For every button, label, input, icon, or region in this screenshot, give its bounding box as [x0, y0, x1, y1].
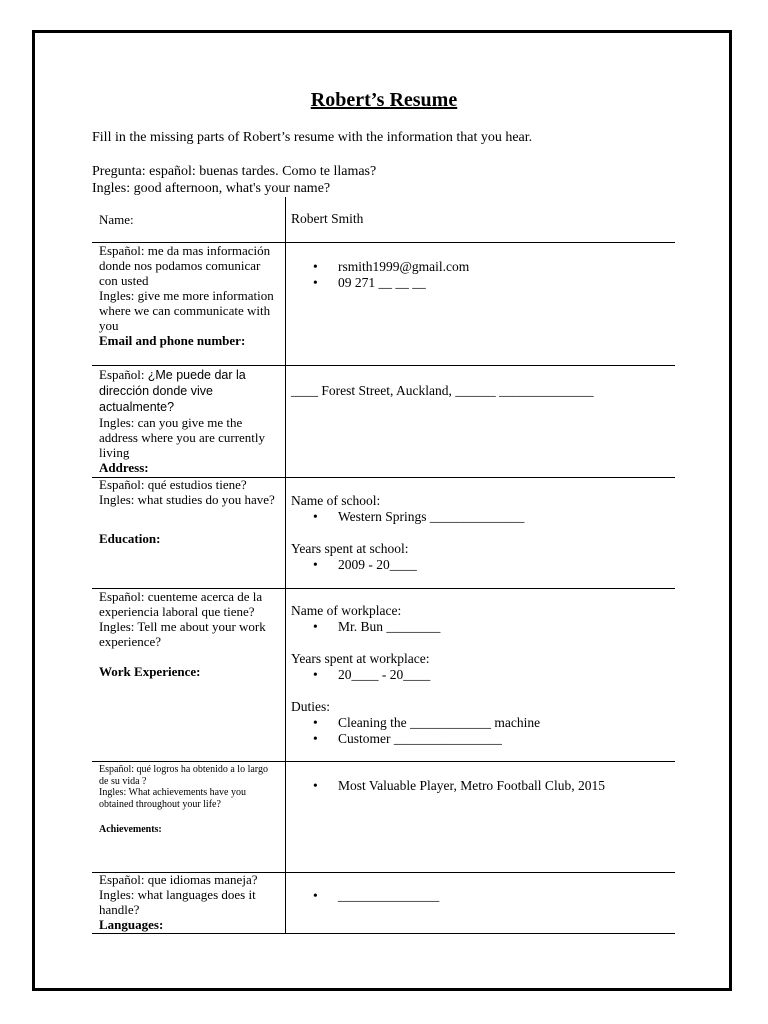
phone-value: • 09 271 __ __ __: [291, 275, 671, 291]
work-years-list: [291, 667, 671, 683]
languages-spanish: Español: que idiomas maneja?: [99, 872, 258, 887]
workplace-list: [291, 619, 671, 635]
email-value: • rsmith1999@gmail.com: [291, 259, 671, 275]
work-years-value: • 20____ - 20____: [291, 667, 671, 683]
contact-english: Ingles: give me more information where we can communicate with you: [99, 288, 274, 333]
address-spanish-question: ¿Me puede dar la dirección donde vive actualmente?: [99, 368, 246, 414]
question-block: [92, 163, 376, 197]
education-spanish: Español: qué estudios tiene?: [99, 477, 247, 492]
address-spanish: [99, 367, 279, 415]
languages-answer-cell: [291, 888, 671, 904]
duty-item: • Cleaning the ____________ machine: [291, 715, 671, 731]
question-spanish: Pregunta: español: buenas tardes. Como te llamas?: [92, 164, 377, 179]
work-label: Work Experience:: [99, 664, 201, 679]
address-prompt-cell: [99, 367, 279, 475]
work-answer-cell: [291, 603, 671, 747]
address-english: Ingles: can you give me the address where you are currently living: [99, 415, 266, 460]
languages-list: [291, 888, 671, 904]
workplace-value: • Mr. Bun ________: [291, 619, 671, 635]
contact-list: [291, 259, 671, 291]
duties-list: [291, 715, 671, 747]
achievements-prompt-cell: [99, 764, 279, 836]
page-title: Robert’s Resume: [310, 89, 458, 111]
name-label: Name:: [99, 212, 134, 227]
name-value: Robert Smith: [291, 211, 364, 226]
languages-label: Languages:: [99, 917, 164, 932]
education-english: Ingles: what studies do you have?: [99, 492, 275, 507]
contact-answer-cell: [291, 259, 671, 291]
contact-prompt-cell: [99, 243, 279, 348]
work-spanish: Español: cuenteme acerca de la experiencia laboral que tiene?: [99, 589, 263, 619]
work-years-heading: Years spent at workplace:: [291, 651, 430, 666]
achievements-answer-cell: [291, 778, 671, 794]
address-spanish-prefix: Español:: [99, 367, 148, 382]
instructions: Fill in the missing parts of Robert’s resume with the information that you hear.: [92, 130, 533, 145]
achievement-item: • Most Valuable Player, Metro Football Club, 2015: [291, 778, 671, 794]
table-column-divider: [285, 197, 286, 934]
achievements-english: Ingles: What achievements have you obtained throughout your life?: [99, 787, 246, 810]
question-english: Ingles: good afternoon, what's your name?: [92, 181, 331, 196]
address-value: ____ Forest Street, Auckland, ______ ______________: [291, 383, 594, 398]
work-english: Ingles: Tell me about your work experience?: [99, 619, 266, 649]
contact-label: Email and phone number:: [99, 333, 246, 348]
table-bottom-border: [92, 933, 675, 934]
languages-english: Ingles: what languages does it handle?: [99, 887, 256, 917]
languages-prompt-cell: [99, 872, 279, 932]
duty-item: • Customer ________________: [291, 731, 671, 747]
language-item: • _______________: [291, 888, 671, 904]
school-heading: Name of school:: [291, 493, 381, 508]
row-divider: [92, 761, 675, 762]
achievements-label: Achievements:: [99, 824, 162, 835]
school-years-list: [291, 557, 671, 573]
school-list: [291, 509, 671, 525]
education-answer-cell: [291, 493, 671, 573]
school-value: • Western Springs ______________: [291, 509, 671, 525]
duties-heading: Duties:: [291, 699, 330, 714]
school-years-value: • 2009 - 20____: [291, 557, 671, 573]
achievements-list: [291, 778, 671, 794]
achievements-spanish: Español: qué logros ha obtenido a lo largo de su vida ?: [99, 764, 268, 787]
education-prompt-cell: [99, 477, 279, 546]
education-label: Education:: [99, 531, 161, 546]
workplace-heading: Name of workplace:: [291, 603, 402, 618]
address-label: Address:: [99, 460, 149, 475]
row-divider: [92, 365, 675, 366]
work-prompt-cell: [99, 589, 279, 679]
school-years-heading: Years spent at school:: [291, 541, 409, 556]
contact-spanish: Español: me da mas información donde nos podamos comunicar con usted: [99, 243, 271, 288]
